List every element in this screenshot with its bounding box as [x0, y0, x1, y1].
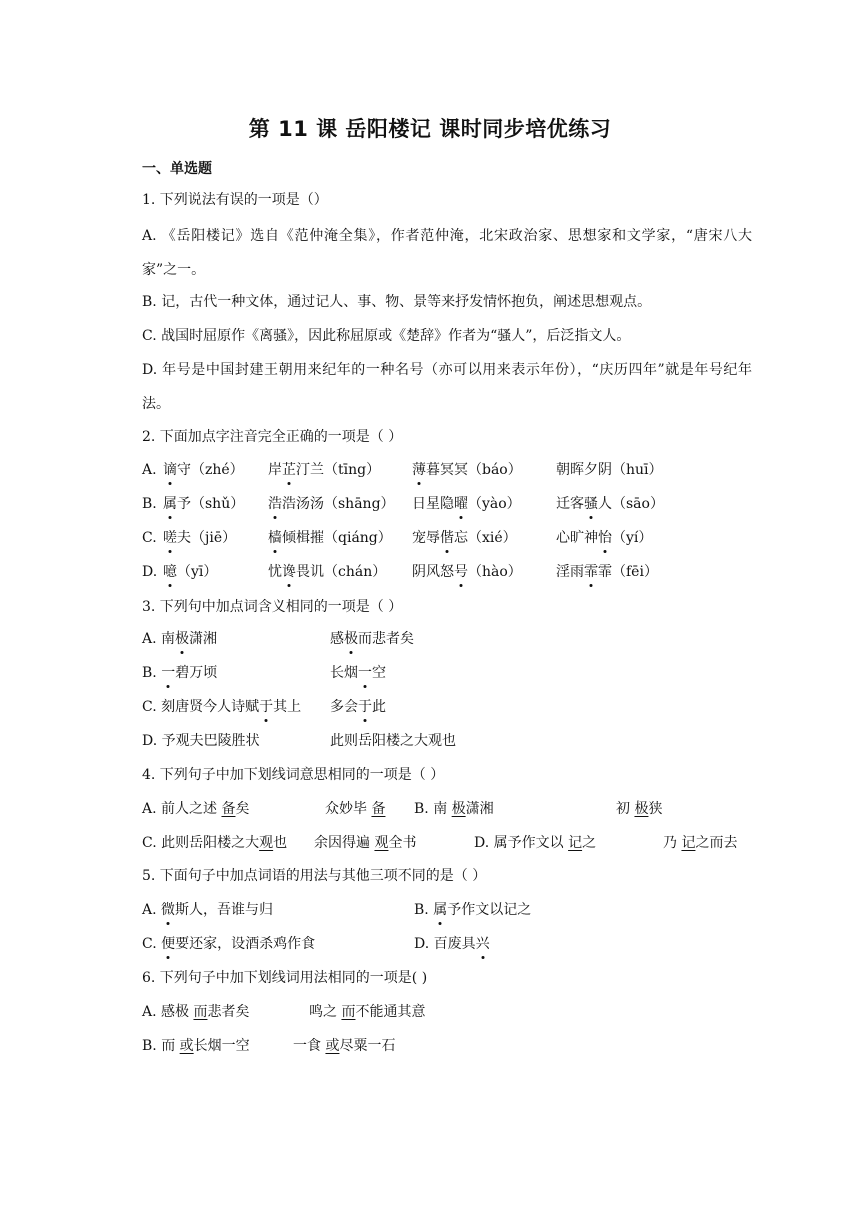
section-heading: 一、单选题: [142, 161, 212, 177]
option-item: 樯倾楫摧（qiáng）: [268, 530, 392, 546]
dotted-char: 号: [454, 564, 468, 580]
question-1-option-d: D. 年号是中国封建王朝用来纪年的一种名号（亦可以用来表示年份），“庆历四年”就是年号纪年法。: [142, 362, 752, 412]
underlined-word: 观: [374, 835, 389, 851]
underlined-word: 极: [451, 801, 466, 817]
option-item: 朝晖夕阴（huī）: [556, 462, 663, 478]
page-title: 第 11 课 岳阳楼记 课时同步培优练习: [248, 117, 612, 141]
dotted-char: 曜: [454, 496, 468, 512]
option-c-left: C. 此则岳阳楼之大观也: [142, 835, 288, 851]
option-item: 薄暮冥冥（báo）: [412, 462, 522, 478]
dotted-char: 骚: [584, 496, 598, 512]
dotted-char: 谗: [282, 564, 296, 580]
option-item: 淫雨霏霏（fēi）: [556, 564, 658, 580]
option-a-right: 鸣之 而不能通其意: [309, 1004, 426, 1020]
dotted-char: 便: [161, 936, 176, 952]
option-c: C. 便要还家，设酒杀鸡作食: [142, 936, 316, 952]
option-a-left: A. 前人之述 备矣: [142, 801, 250, 817]
option-item: 浩浩汤汤（shāng）: [268, 496, 395, 512]
option-a-left: A. 感极 而悲者矣: [142, 1004, 250, 1020]
option-item: 谪守（zhé）: [163, 462, 244, 478]
option-a: A. 微斯人，吾谁与归: [142, 902, 274, 918]
question-5-stem: 5. 下面句子中加点词语的用法与其他三项不同的是（ ）: [142, 868, 487, 884]
question-4-stem: 4. 下列句子中加下划线词意思相同的一项是（ ）: [142, 767, 445, 783]
dotted-char: 于: [259, 699, 274, 715]
dotted-char: 樯: [268, 530, 282, 546]
option-item: 忧谗畏讥（chán）: [268, 564, 387, 580]
question-6-stem: 6. 下列句子中加下划线词用法相同的一项是( ): [142, 970, 428, 986]
question-3-stem: 3. 下列句中加点词含义相同的一项是（ ）: [142, 599, 403, 615]
option-b-left: B. 南 极潇湘: [414, 801, 494, 817]
underlined-word: 或: [179, 1038, 194, 1054]
underlined-word: 记: [568, 835, 583, 851]
underlined-word: 记: [681, 835, 696, 851]
dotted-char: 极: [344, 631, 358, 647]
option-a-right: 众妙毕 备: [325, 801, 386, 817]
option-d-left: D. 属予作文以 记之: [474, 835, 597, 851]
option-b-right: 初 极狭: [616, 801, 663, 817]
option-b: B. 属予作文以记之: [414, 902, 532, 918]
question-1-stem: 1. 下列说法有误的一项是（）: [142, 192, 328, 208]
option-item: 岸芷汀兰（tīng）: [268, 462, 381, 478]
question-1-option-b: B. 记，古代一种文体，通过记人、事、物、景等来抒发情怀抱负，阐述思想观点。: [142, 294, 652, 310]
underlined-word: 而: [341, 1004, 356, 1020]
dotted-char: 微: [161, 902, 176, 918]
option-item: 日星隐曜（yào）: [412, 496, 521, 512]
underlined-word: 极: [634, 801, 649, 817]
dotted-char: 属: [163, 496, 177, 512]
option-b-left: B. 而 或长烟一空: [142, 1038, 250, 1054]
underlined-word: 而: [193, 1004, 208, 1020]
option-item: 噫（yī）: [163, 564, 218, 580]
option-item: 迁客骚人（sāo）: [556, 496, 664, 512]
option-label: B.: [142, 496, 157, 512]
dotted-char: 薄: [412, 462, 426, 478]
option-label: C.: [142, 530, 157, 546]
option-left: D. 予观夫巴陵胜状: [142, 733, 260, 749]
underlined-word: 观: [259, 835, 274, 851]
option-right: 多会于此: [330, 699, 386, 715]
option-item: 嗟夫（jiē）: [163, 530, 237, 546]
dotted-char: 霏: [584, 564, 598, 580]
option-item: 属予（shǔ）: [163, 496, 245, 512]
dotted-char: 噫: [163, 564, 177, 580]
dotted-char: 芷: [282, 462, 296, 478]
dotted-char: 一: [161, 665, 176, 681]
dotted-char: 一: [358, 665, 372, 681]
option-c-right: 余因得遍 观全书: [314, 835, 417, 851]
dotted-char: 极: [175, 631, 190, 647]
option-d: D. 百废具兴: [414, 936, 490, 952]
underlined-word: 备: [221, 801, 236, 817]
option-label: A.: [142, 462, 157, 478]
option-right: 长烟一空: [330, 665, 386, 681]
dotted-char: 嗟: [163, 530, 177, 546]
option-item: 阴风怒号（hào）: [412, 564, 522, 580]
dotted-char: 于: [358, 699, 372, 715]
option-right: 此则岳阳楼之大观也: [330, 733, 456, 749]
dotted-char: 浩: [268, 496, 282, 512]
underlined-word: 备: [371, 801, 386, 817]
question-1-option-a: A. 《岳阳楼记》选自《范仲淹全集》，作者范仲淹，北宋政治家、思想家和文学家，“唐宋八大家”之一。: [142, 228, 752, 278]
question-1-option-c: C. 战国时屈原作《离骚》，因此称屈原或《楚辞》作者为“骚人”，后泛指文人。: [142, 328, 631, 344]
question-2-stem: 2. 下面加点字注音完全正确的一项是（ ）: [142, 429, 403, 445]
option-label: D.: [142, 564, 158, 580]
option-left: B. 一碧万顷: [142, 665, 218, 681]
option-item: 宠辱偕忘（xié）: [412, 530, 517, 546]
option-left: C. 刻唐贤今人诗赋于其上: [142, 699, 302, 715]
dotted-char: 偕: [440, 530, 454, 546]
dotted-char: 属: [433, 902, 448, 918]
dotted-char: 怡: [598, 530, 612, 546]
option-right: 感极而悲者矣: [330, 631, 414, 647]
option-b-right: 一食 或尽粟一石: [293, 1038, 396, 1054]
dotted-char: 兴: [475, 936, 490, 952]
option-left: A. 南极潇湘: [142, 631, 218, 647]
dotted-char: 谪: [163, 462, 177, 478]
underlined-word: 或: [325, 1038, 340, 1054]
option-item: 心旷神怡（yí）: [556, 530, 653, 546]
option-d-right: 乃 记之而去: [663, 835, 738, 851]
